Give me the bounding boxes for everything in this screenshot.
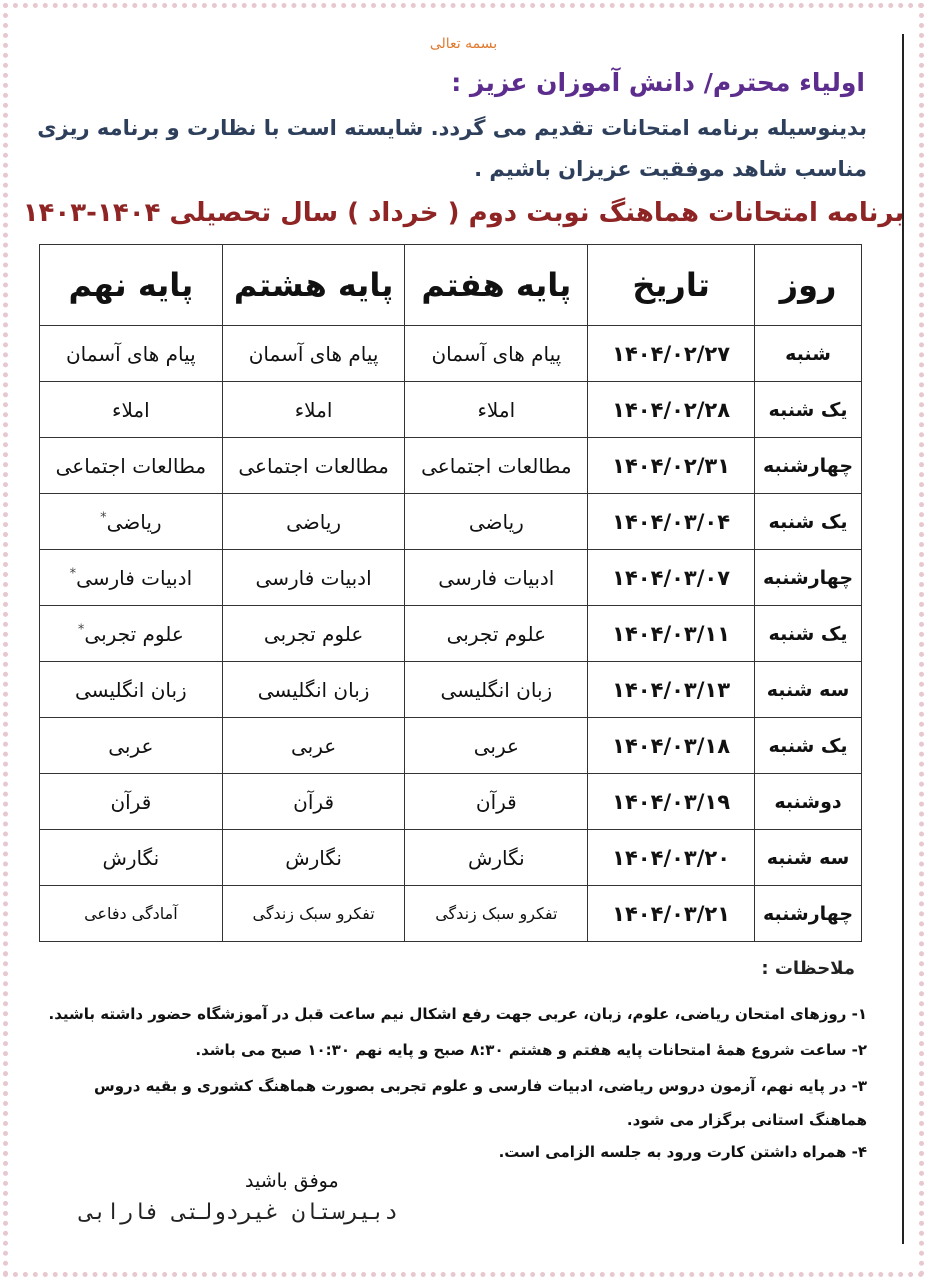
grade-7-cell: املاء (405, 382, 588, 438)
grade-7-cell: تفکرو سبک زندگی (405, 886, 588, 942)
grade-9-cell: قرآن (40, 774, 223, 830)
date-cell: ۱۴۰۴/۰۲/۲۷ (588, 326, 755, 382)
salutation: اولیاء محترم/ دانش آموزان عزیز : (451, 68, 865, 97)
grade-7-cell: زبان انگلیسی (405, 662, 588, 718)
day-cell: سه شنبه (755, 830, 862, 886)
grade-9-cell: املاء (40, 382, 223, 438)
grade-7-cell: عربی (405, 718, 588, 774)
national-exam-asterisk: * (77, 621, 85, 637)
table-row (40, 326, 862, 382)
date-cell: ۱۴۰۴/۰۳/۰۴ (588, 494, 755, 550)
intro-text (27, 108, 867, 190)
header-date: تاریخ (588, 245, 755, 326)
table-row (40, 494, 862, 550)
grade-9-subject: ریاضی (106, 509, 162, 534)
table-row (40, 438, 862, 494)
grade-7-cell: مطالعات اجتماعی (405, 438, 588, 494)
grade-7-cell: ریاضی (405, 494, 588, 550)
grade-7-cell: پیام های آسمان (405, 326, 588, 382)
day-cell: دوشنبه (755, 774, 862, 830)
day-cell: چهارشنبه (755, 550, 862, 606)
table-row (40, 774, 862, 830)
intro-line-1: بدینوسیله برنامه امتحانات تقدیم می گردد. شایسته است با نظارت و برنامه ریزی (37, 116, 867, 140)
table-row (40, 830, 862, 886)
note-3 (37, 1069, 867, 1137)
basmala: بسمه تعالی (429, 36, 498, 52)
grade-7-cell: علوم تجربی (405, 606, 588, 662)
notes-title: ملاحظات : (761, 958, 855, 979)
day-cell: سه شنبه (755, 662, 862, 718)
grade-9-cell (40, 550, 223, 606)
grade-9-cell: زبان انگلیسی (40, 662, 223, 718)
header-day: روز (755, 245, 862, 326)
grade-8-cell: ریاضی (222, 494, 405, 550)
school-name: دبیرستان غیردولتی فارابی (80, 1200, 398, 1225)
grade-7-cell: ادبیات فارسی (405, 550, 588, 606)
table-row (40, 886, 862, 942)
grade-8-cell: تفکرو سبک زندگی (222, 886, 405, 942)
day-cell: یک شنبه (755, 718, 862, 774)
grade-8-cell: ادبیات فارسی (222, 550, 405, 606)
table-row (40, 718, 862, 774)
header-grade-8: پایه هشتم (222, 245, 405, 326)
table-row (40, 382, 862, 438)
grade-8-cell: قرآن (222, 774, 405, 830)
note-1: ۱- روزهای امتحان ریاضی، علوم، زبان، عربی جهت رفع اشکال نیم ساعت قبل در آموزشگاه حضور داشته باشید. (48, 1005, 867, 1023)
date-cell: ۱۴۰۴/۰۳/۱۸ (588, 718, 755, 774)
grade-8-cell: مطالعات اجتماعی (222, 438, 405, 494)
note-4: ۴- همراه داشتن کارت ورود به جلسه الزامی است. (498, 1143, 867, 1161)
day-cell: چهارشنبه (755, 438, 862, 494)
national-exam-asterisk: * (69, 565, 77, 581)
grade-8-cell: زبان انگلیسی (222, 662, 405, 718)
table-row (40, 550, 862, 606)
grade-9-cell: مطالعات اجتماعی (40, 438, 223, 494)
day-cell: یک شنبه (755, 606, 862, 662)
header-grade-7: پایه هفتم (405, 245, 588, 326)
note-3-line-1: ۳- در پایه نهم، آزمون دروس ریاضی، ادبیات فارسی و علوم تجربی بصورت هماهنگ کشوری و بقیه دروس (94, 1077, 867, 1095)
grade-9-subject: ادبیات فارسی (76, 565, 193, 590)
date-cell: ۱۴۰۴/۰۳/۱۱ (588, 606, 755, 662)
grade-8-cell: نگارش (222, 830, 405, 886)
table-row (40, 662, 862, 718)
grade-9-cell: عربی (40, 718, 223, 774)
date-cell: ۱۴۰۴/۰۳/۱۹ (588, 774, 755, 830)
grade-8-cell: پیام های آسمان (222, 326, 405, 382)
grade-8-cell: عربی (222, 718, 405, 774)
table-row (40, 606, 862, 662)
grade-7-cell: قرآن (405, 774, 588, 830)
note-2: ۲- ساعت شروع همۀ امتحانات پایه هفتم و هشتم ۸:۳۰ صبح و پایه نهم ۱۰:۳۰ صبح می باشد. (195, 1041, 867, 1059)
date-cell: ۱۴۰۴/۰۳/۱۳ (588, 662, 755, 718)
closing-text: موفق باشید (245, 1170, 339, 1192)
exam-schedule-table (39, 244, 862, 942)
date-cell: ۱۴۰۴/۰۳/۰۷ (588, 550, 755, 606)
grade-9-cell: آمادگی دفاعی (40, 886, 223, 942)
note-3-line-2: هماهنگ استانی برگزار می شود. (626, 1111, 867, 1129)
day-cell: چهارشنبه (755, 886, 862, 942)
day-cell: یک شنبه (755, 494, 862, 550)
date-cell: ۱۴۰۴/۰۳/۲۰ (588, 830, 755, 886)
grade-9-cell: نگارش (40, 830, 223, 886)
table-title: برنامه امتحانات هماهنگ نوبت دوم ( خرداد ) سال تحصیلی ۱۴۰۴-۱۴۰۳ (22, 198, 905, 228)
date-cell: ۱۴۰۴/۰۲/۲۸ (588, 382, 755, 438)
day-cell: شنبه (755, 326, 862, 382)
grade-9-cell (40, 494, 223, 550)
national-exam-asterisk: * (100, 509, 107, 525)
grade-9-cell: پیام های آسمان (40, 326, 223, 382)
day-cell: یک شنبه (755, 382, 862, 438)
table-header-row (40, 245, 862, 326)
grade-7-cell: نگارش (405, 830, 588, 886)
grade-8-cell: املاء (222, 382, 405, 438)
grade-9-cell (40, 606, 223, 662)
header-grade-9: پایه نهم (40, 245, 223, 326)
intro-line-2: مناسب شاهد موفقیت عزیزان باشیم . (474, 157, 867, 181)
grade-8-cell: علوم تجربی (222, 606, 405, 662)
date-cell: ۱۴۰۴/۰۳/۲۱ (588, 886, 755, 942)
date-cell: ۱۴۰۴/۰۲/۳۱ (588, 438, 755, 494)
grade-9-subject: علوم تجربی (84, 621, 184, 646)
